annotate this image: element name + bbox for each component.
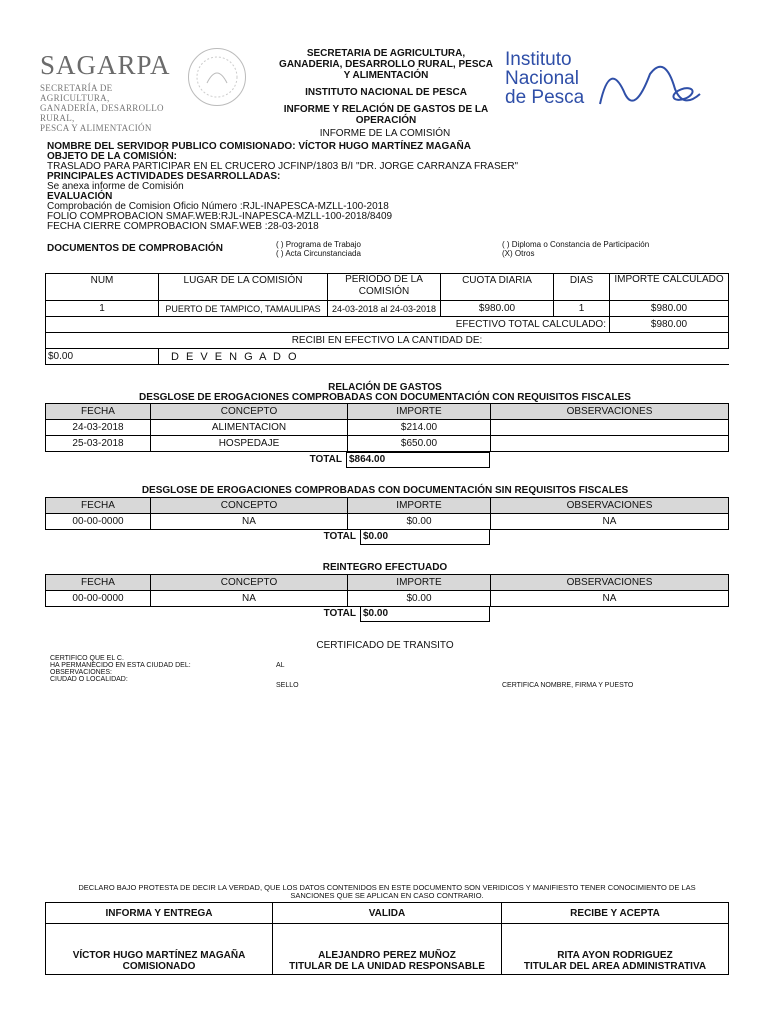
- cell-observaciones: [491, 420, 729, 436]
- cell-observaciones: NA: [491, 591, 729, 607]
- servidor-label: NOMBRE DEL SERVIDOR PUBLICO COMISIONADO:: [47, 141, 296, 152]
- header-line-1: SECRETARIA DE AGRICULTURA,: [306, 48, 466, 59]
- cell-importe: $650.00: [348, 436, 491, 452]
- sagarpa-sub-2: GANADERÍA, DESARROLLO RURAL,: [40, 103, 164, 123]
- table-row: [46, 420, 729, 436]
- reintegro-total-value: $0.00: [360, 606, 490, 622]
- servidor-name: VÍCTOR HUGO MARTÍNEZ MAGAÑA: [298, 141, 471, 152]
- th-cuota: CUOTA DIARIA: [441, 274, 554, 301]
- sign-header-valida: VALIDA: [273, 903, 502, 924]
- evaluacion-line-3: FECHA CIERRE COMPROBACION SMAF.WEB :28-03-2018: [47, 221, 319, 232]
- cell-importe: $214.00: [348, 420, 491, 436]
- header-line-2: GANADERIA, DESARROLLO RURAL, PESCA: [279, 59, 493, 70]
- cell-fecha: 00-00-0000: [46, 514, 151, 530]
- table-row: [46, 514, 729, 530]
- cell-importe: $0.00: [348, 514, 491, 530]
- cell-lugar: PUERTO DE TAMPICO, TAMAULIPAS: [159, 301, 328, 317]
- th-num: NUM: [46, 274, 159, 301]
- signature-table: [45, 902, 729, 975]
- declaro-line-2: SANCIONES QUE SE APLICAN EN CASO CONTRARIO.: [290, 891, 484, 900]
- certificado-title: CERTIFICADO DE TRANSITO: [316, 640, 454, 651]
- cert-line-4: CIUDAD O LOCALIDAD:: [50, 676, 128, 683]
- signer-informa-role: COMISIONADO: [122, 961, 196, 972]
- th-periodo: PERIODO DE LA COMISIÓN: [328, 274, 441, 301]
- informe-block: [47, 142, 737, 232]
- cell-num: 1: [46, 301, 159, 317]
- doc-options-right: [502, 240, 649, 258]
- devengado-text: D E V E N G A D O: [159, 349, 729, 365]
- mexico-seal-icon: [188, 48, 246, 106]
- signer-informa: [46, 924, 273, 975]
- doc-option-otros: (X) Otros: [502, 249, 535, 258]
- cert-certifica: CERTIFICA NOMBRE, FIRMA Y PUESTO: [502, 682, 634, 689]
- th-fecha: FECHA: [46, 575, 151, 591]
- th-importe: IMPORTE: [348, 404, 491, 420]
- cell-concepto: NA: [151, 591, 348, 607]
- relacion-title: RELACIÓN DE GASTOS: [328, 382, 442, 393]
- institute-name: INSTITUTO NACIONAL DE PESCA: [305, 87, 467, 98]
- declaro-line-1: DECLARO BAJO PROTESTA DE DECIR LA VERDAD, QUE LOS DATOS CONTENIDOS EN ESTE DOCUMENTO SON VERIDICOS Y MANIFIESTO TENER CONOCIMIENTO DE LAS: [78, 883, 696, 892]
- sagarpa-sub-3: PESCA Y ALIMENTACIÓN: [40, 123, 152, 133]
- th-concepto: CONCEPTO: [151, 404, 348, 420]
- table-row: [46, 591, 729, 607]
- table-row: [46, 301, 729, 317]
- header-center: [276, 48, 496, 126]
- certificado-lines: [50, 655, 191, 683]
- cert-line-1: CERTIFICO QUE EL C.: [50, 655, 124, 662]
- report-title-2: OPERACIÓN: [355, 115, 417, 126]
- inp-logo: [505, 50, 705, 116]
- con-requisitos-table: [45, 403, 729, 452]
- signer-recibe: [502, 924, 729, 975]
- evaluacion-label: EVALUACIÓN: [47, 191, 113, 202]
- comision-table: [45, 273, 729, 365]
- cell-importe: $980.00: [610, 301, 729, 317]
- doc-options-left: [276, 240, 361, 258]
- sign-header-informa: INFORMA Y ENTREGA: [46, 903, 273, 924]
- th-observaciones: OBSERVACIONES: [491, 498, 729, 514]
- sin-total-value: $0.00: [360, 529, 490, 545]
- doc-option-programa: ( ) Programa de Trabajo: [276, 240, 361, 249]
- cell-periodo: 24-03-2018 al 24-03-2018: [328, 301, 441, 317]
- declaro-text: [45, 884, 729, 900]
- th-importe: IMPORTE: [348, 498, 491, 514]
- evaluacion-line-1: Comprobación de Comision Oficio Número :RJL-INAPESCA-MZLL-100-2018: [47, 201, 389, 212]
- actividades-text: Se anexa informe de Comisión: [47, 181, 184, 192]
- reintegro-table: [45, 574, 729, 607]
- cell-observaciones: NA: [491, 514, 729, 530]
- th-importe: IMPORTE CALCULADO: [610, 274, 729, 301]
- reintegro-title: REINTEGRO EFECTUADO: [322, 562, 448, 573]
- actividades-label: PRINCIPALES ACTIVIDADES DESARROLLADAS:: [47, 171, 281, 182]
- header-line-3: Y ALIMENTACIÓN: [343, 70, 429, 81]
- cell-fecha: 24-03-2018: [46, 420, 151, 436]
- th-lugar: LUGAR DE LA COMISIÓN: [159, 274, 328, 301]
- th-observaciones: OBSERVACIONES: [491, 575, 729, 591]
- con-total-label: TOTAL: [309, 454, 342, 465]
- efectivo-label: EFECTIVO TOTAL CALCULADO:: [46, 317, 610, 333]
- inp-logo-line-3: de Pesca: [505, 87, 585, 108]
- cell-observaciones: [491, 436, 729, 452]
- signer-valida-role: TITULAR DE LA UNIDAD RESPONSABLE: [289, 961, 485, 972]
- th-dias: DIAS: [554, 274, 610, 301]
- inp-logo-line-2: Nacional: [505, 68, 579, 89]
- table-row: [46, 436, 729, 452]
- sin-requisitos-table: [45, 497, 729, 530]
- signer-valida: [273, 924, 502, 975]
- report-title-1: INFORME Y RELACIÓN DE GASTOS DE LA: [283, 104, 489, 115]
- th-fecha: FECHA: [46, 498, 151, 514]
- objeto-text: TRASLADO PARA PARTICIPAR EN EL CRUCERO JCFINP/1803 B/I "DR. JORGE CARRANZA FRASER": [47, 161, 519, 172]
- signer-valida-name: ALEJANDRO PEREZ MUÑOZ: [318, 950, 456, 961]
- cert-al: AL: [276, 662, 285, 669]
- sagarpa-sub-1: SECRETARÍA DE AGRICULTURA,: [40, 83, 113, 103]
- recibi-label: RECIBI EN EFECTIVO LA CANTIDAD DE:: [46, 333, 729, 349]
- cell-importe: $0.00: [348, 591, 491, 607]
- cert-line-2: HA PERMANECIDO EN ESTA CIUDAD DEL:: [50, 662, 191, 669]
- con-total-value: $864.00: [346, 452, 490, 468]
- signer-informa-name: VÍCTOR HUGO MARTÍNEZ MAGAÑA: [72, 950, 246, 961]
- objeto-label: OBJETO DE LA COMISIÓN:: [47, 151, 178, 162]
- doc-option-acta: ( ) Acta Circunstanciada: [276, 249, 361, 258]
- cell-fecha: 00-00-0000: [46, 591, 151, 607]
- th-concepto: CONCEPTO: [151, 575, 348, 591]
- th-fecha: FECHA: [46, 404, 151, 420]
- cert-line-3: OBSERVACIONES:: [50, 669, 112, 676]
- sin-total-label: TOTAL: [323, 531, 356, 542]
- signer-recibe-role: TITULAR DEL AREA ADMINISTRATIVA: [523, 961, 707, 972]
- inp-logo-line-1: Instituto: [505, 49, 572, 70]
- cell-fecha: 25-03-2018: [46, 436, 151, 452]
- sagarpa-logo-text: SAGARPA: [40, 50, 171, 80]
- signer-recibe-name: RITA AYON RODRIGUEZ: [557, 950, 673, 961]
- recibi-value: $0.00: [46, 349, 159, 365]
- documentos-label: DOCUMENTOS DE COMPROBACIÓN: [47, 243, 223, 254]
- sagarpa-logo: [40, 50, 180, 133]
- cell-dias: 1: [554, 301, 610, 317]
- evaluacion-line-2: FOLIO COMPROBACION SMAF.WEB:RJL-INAPESCA-MZLL-100-2018/8409: [47, 211, 393, 222]
- cell-concepto: NA: [151, 514, 348, 530]
- doc-option-diploma: ( ) Diploma o Constancia de Participación: [502, 240, 650, 249]
- cell-concepto: HOSPEDAJE: [151, 436, 348, 452]
- sin-requisitos-title: DESGLOSE DE EROGACIONES COMPROBADAS CON DOCUMENTACIÓN SIN REQUISITOS FISCALES: [141, 485, 629, 496]
- inp-wave-icon: [595, 54, 705, 114]
- informe-title: INFORME DE LA COMISIÓN: [319, 128, 451, 139]
- efectivo-value: $980.00: [610, 317, 729, 333]
- cert-sello: SELLO: [276, 682, 299, 689]
- cell-concepto: ALIMENTACION: [151, 420, 348, 436]
- th-observaciones: OBSERVACIONES: [491, 404, 729, 420]
- sign-header-recibe: RECIBE Y ACEPTA: [502, 903, 729, 924]
- th-importe: IMPORTE: [348, 575, 491, 591]
- reintegro-total-label: TOTAL: [323, 608, 356, 619]
- cell-cuota: $980.00: [441, 301, 554, 317]
- th-concepto: CONCEPTO: [151, 498, 348, 514]
- con-requisitos-title: DESGLOSE DE EROGACIONES COMPROBADAS CON DOCUMENTACIÓN CON REQUISITOS FISCALES: [139, 392, 631, 403]
